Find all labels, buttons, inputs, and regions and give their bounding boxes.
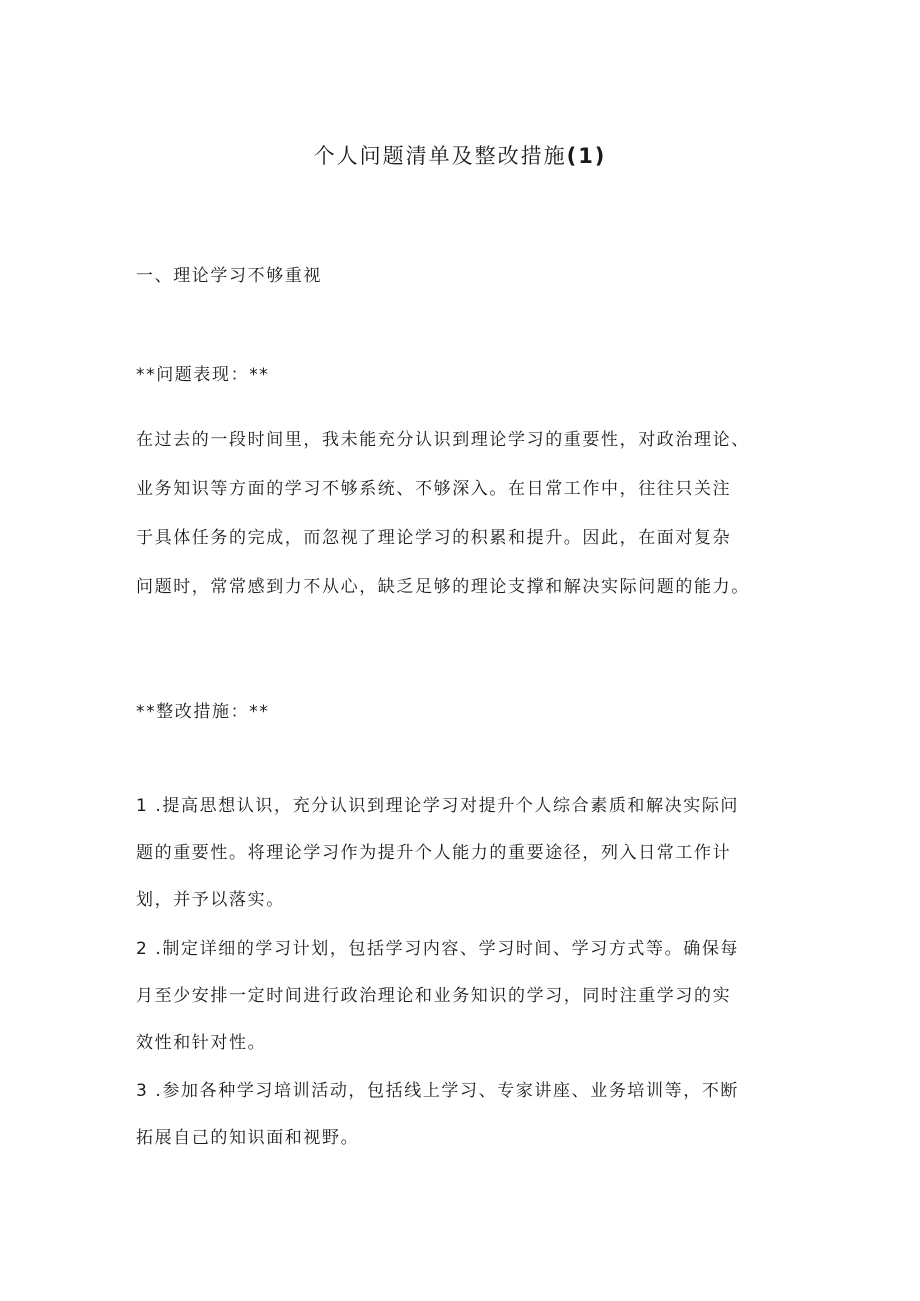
document-title [0, 140, 920, 172]
measures-label-text: **整改措施：** [136, 702, 270, 722]
document-title-text: 个人问题清单及整改措施 [313, 144, 567, 168]
section-heading-text: 一、理论学习不够重视 [136, 266, 322, 286]
paragraph-line: 于具体任务的完成，而忽视了理论学习的积累和提升。因此，在面对复杂 [136, 528, 732, 548]
measure-line: 拓展自己的知识面和视野。 [136, 1128, 360, 1148]
paragraph-line: 业务知识等方面的学习不够系统、不够深入。在日常工作中，往往只关注 [136, 479, 732, 499]
measure-line: 2 .制定详细的学习计划，包括学习内容、学习时间、学习方式等。确保每 [136, 939, 740, 959]
measure-line: 划，并予以落实。 [136, 890, 285, 910]
document-title-number: (1) [566, 144, 607, 168]
measure-item-2 [136, 932, 796, 1060]
paragraph-line: 在过去的一段时间里，我未能充分认识到理论学习的重要性，对政治理论、 [136, 430, 750, 450]
measures-label [136, 695, 796, 729]
measure-line: 3 .参加各种学习培训活动，包括线上学习、专家讲座、业务培训等，不断 [136, 1081, 740, 1101]
paragraph-line: 问题时，常常感到力不从心，缺乏足够的理论支撑和解决实际问题的能力。 [136, 577, 750, 597]
measure-line: 题的重要性。将理论学习作为提升个人能力的重要途径，列入日常工作计 [136, 843, 732, 863]
problem-label-text: **问题表现：** [136, 365, 270, 385]
problem-paragraph [136, 423, 796, 604]
measure-item-3 [136, 1074, 796, 1155]
section-heading [136, 259, 796, 293]
measure-line: 1 .提高思想认识，充分认识到理论学习对提升个人综合素质和解决实际问 [136, 796, 740, 816]
problem-label [136, 358, 796, 392]
measure-item-1 [136, 789, 796, 917]
measure-line: 月至少安排一定时间进行政治理论和业务知识的学习，同时注重学习的实 [136, 986, 732, 1006]
measure-line: 效性和针对性。 [136, 1033, 267, 1053]
